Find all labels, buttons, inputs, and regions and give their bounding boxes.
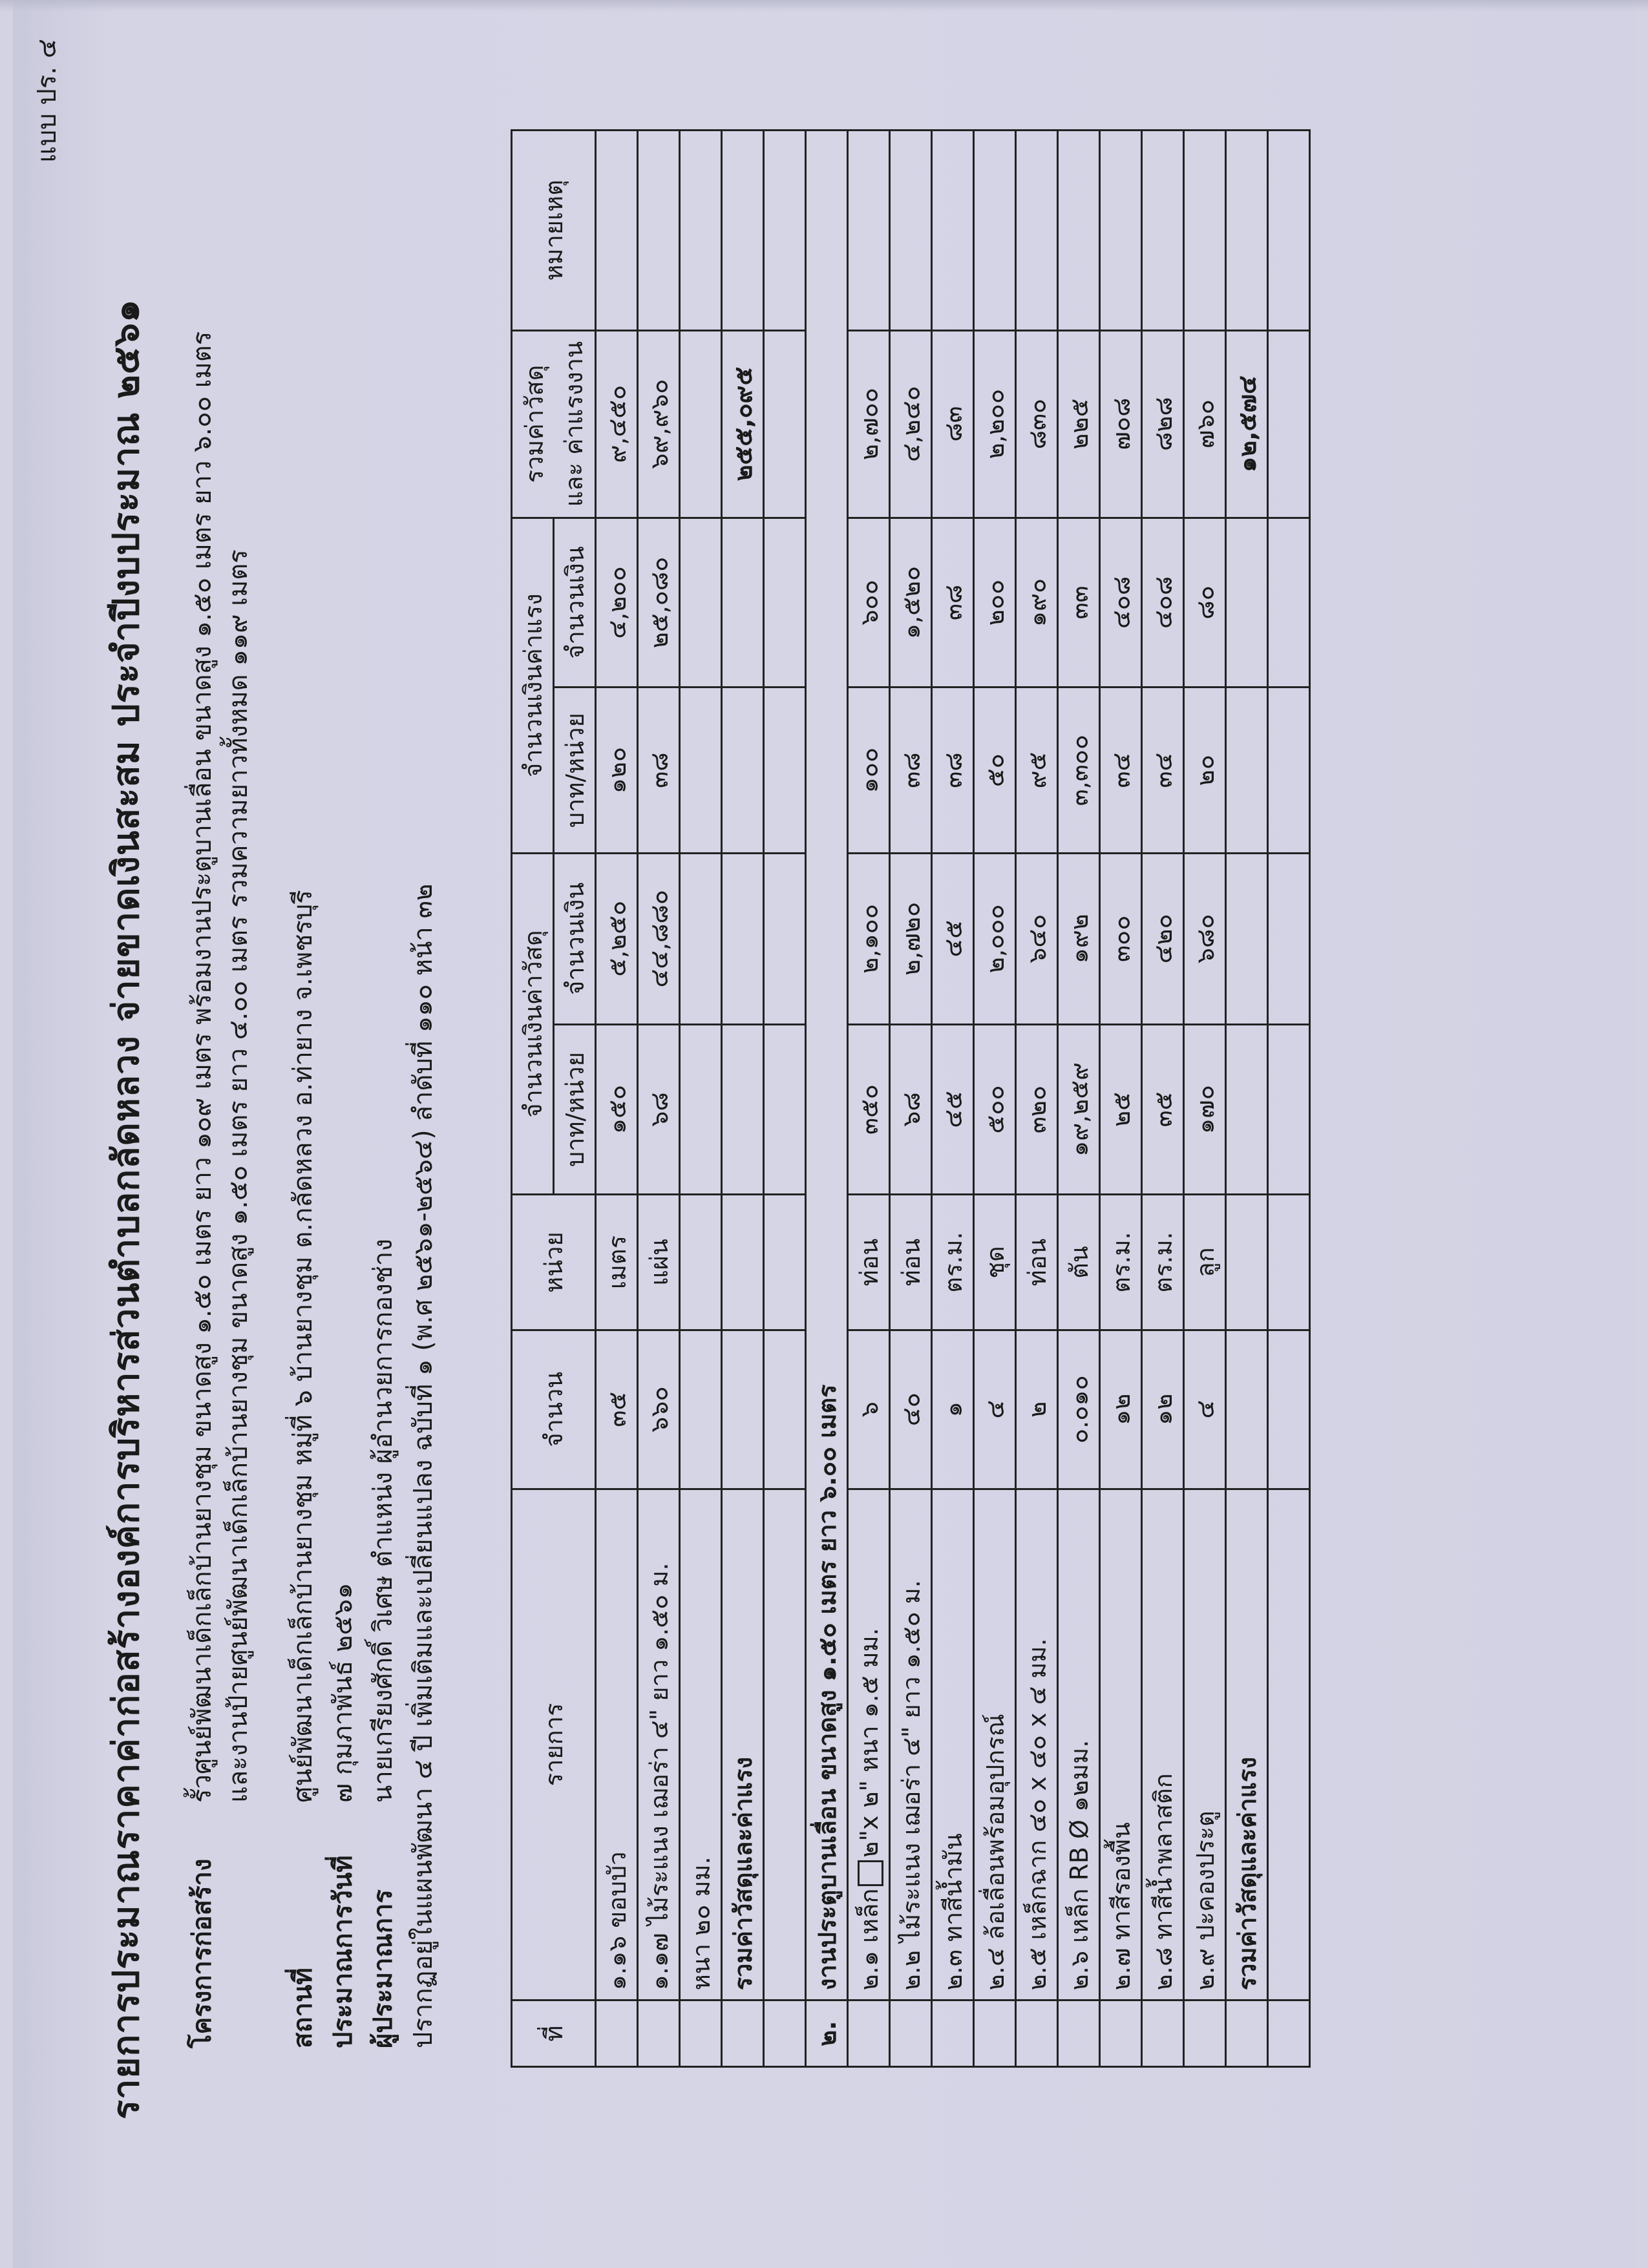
row-remark bbox=[764, 131, 806, 331]
row-material-unit-price: ๓๕ bbox=[1142, 1024, 1184, 1195]
row-total: ๑๒,๕๗๔ bbox=[1226, 330, 1268, 518]
row-unit: ท่อน bbox=[848, 1195, 890, 1330]
row-item: ๒.๓ ทาสีน้ำมัน bbox=[932, 1489, 974, 2000]
row-item: รวมค่าวัสดุและค่าแรง bbox=[1226, 1489, 1268, 2000]
row-no bbox=[848, 2000, 890, 2067]
row-item bbox=[764, 1489, 806, 2000]
row-material-amount: ๕,๒๕๐ bbox=[596, 853, 638, 1024]
row-labor-unit-price: ๓๘ bbox=[932, 688, 974, 853]
header-material-unit-price: บาท/หน่วย bbox=[554, 1024, 596, 1195]
row-total: ๔,๒๔๐ bbox=[890, 330, 932, 518]
row-material-unit-price bbox=[680, 1024, 722, 1195]
location-value: ศูนย์พัฒนาเด็กเล็กบ้านยางชุม หมู่ที่ ๖ บ้านยางชุม ต.กลัดหลวง อ.ท่ายาง จ.เพชรบุรี bbox=[288, 890, 318, 1803]
table-row bbox=[1016, 131, 1058, 2067]
row-no bbox=[1184, 2000, 1226, 2067]
row-remark bbox=[1016, 131, 1058, 331]
row-material-amount: ๒,๐๐๐ bbox=[974, 853, 1016, 1024]
row-labor-amount: ๑๙๐ bbox=[1016, 518, 1058, 688]
row-item: ๒.๒ ไม้ระแนง เฌอร่า ๔" ยาว ๑.๕๐ ม. bbox=[890, 1489, 932, 2000]
row-remark bbox=[1142, 131, 1184, 331]
row-material-amount: ๓๐๐ bbox=[1100, 853, 1142, 1024]
row-total: ๒,๒๐๐ bbox=[974, 330, 1016, 518]
row-material-unit-price: ๑๙,๒๕๙ bbox=[1058, 1024, 1100, 1195]
row-no bbox=[890, 2000, 932, 2067]
row-item: รวมค่าวัสดุและค่าแรง bbox=[722, 1489, 764, 2000]
row-qty bbox=[1268, 1330, 1310, 1489]
row-qty: ๔๐ bbox=[890, 1330, 932, 1489]
row-total: ๒๒๕ bbox=[1058, 330, 1100, 518]
row-total: ๘๓๐ bbox=[1016, 330, 1058, 518]
row-total: ๒,๗๐๐ bbox=[848, 330, 890, 518]
row-remark bbox=[848, 131, 890, 331]
row-material-amount bbox=[1226, 853, 1268, 1024]
row-material-amount: ๔๔,๘๘๐ bbox=[638, 853, 680, 1024]
row-material-amount: ๒,๗๒๐ bbox=[890, 853, 932, 1024]
row-material-unit-price: ๔๕ bbox=[932, 1024, 974, 1195]
row-labor-amount: ๓๘ bbox=[932, 518, 974, 688]
row-qty: ๔ bbox=[974, 1330, 1016, 1489]
row-material-unit-price: ๖๘ bbox=[890, 1024, 932, 1195]
row-qty: ๑๒ bbox=[1142, 1330, 1184, 1489]
row-material-amount: ๖๘๐ bbox=[1184, 853, 1226, 1024]
table-row bbox=[638, 131, 680, 2067]
row-unit: ลูก bbox=[1184, 1195, 1226, 1330]
row-remark bbox=[722, 131, 764, 331]
row-labor-amount bbox=[680, 518, 722, 688]
row-labor-amount: ๔๐๘ bbox=[1100, 518, 1142, 688]
row-material-unit-price bbox=[722, 1024, 764, 1195]
row-qty: ๑๒ bbox=[1100, 1330, 1142, 1489]
row-labor-unit-price: ๓๔ bbox=[1142, 688, 1184, 853]
row-item: ๒.๙ ปะคองประตู bbox=[1184, 1489, 1226, 2000]
header-labor-amount: จำนวนเงิน bbox=[554, 518, 596, 688]
project-label: โครงการก่อสร้าง bbox=[187, 1858, 217, 2048]
header-labor-unit-price: บาท/หน่วย bbox=[554, 688, 596, 853]
row-material-unit-price bbox=[764, 1024, 806, 1195]
row-qty bbox=[722, 1330, 764, 1489]
header-no: ที่ bbox=[512, 2000, 596, 2067]
row-material-unit-price: ๑๕๐ bbox=[596, 1024, 638, 1195]
row-item: ๑.๑๗ ไม้ระแนง เฌอร่า ๔" ยาว ๑.๕๐ ม. bbox=[638, 1489, 680, 2000]
row-remark bbox=[890, 131, 932, 331]
row-remark bbox=[596, 131, 638, 331]
row-unit: ท่อน bbox=[890, 1195, 932, 1330]
location-label: สถานที่ bbox=[288, 1968, 318, 2048]
table-row bbox=[680, 131, 722, 2067]
row-labor-unit-price: ๓๔ bbox=[1100, 688, 1142, 853]
row-unit: ตร.ม. bbox=[932, 1195, 974, 1330]
row-material-amount: ๒,๑๐๐ bbox=[848, 853, 890, 1024]
row-total: ๒๕๕,๐๙๕ bbox=[722, 330, 764, 518]
row-labor-unit-price: ๓๘ bbox=[638, 688, 680, 853]
row-qty: ๓๕ bbox=[596, 1330, 638, 1489]
row-material-unit-price bbox=[1226, 1024, 1268, 1195]
row-material-unit-price: ๓๕๐ bbox=[848, 1024, 890, 1195]
row-remark bbox=[638, 131, 680, 331]
row-item-text: ๒.๑ เหล็ก bbox=[854, 1888, 883, 1991]
boq-table bbox=[511, 129, 1311, 2068]
header-remark: หมายเหตุ bbox=[512, 131, 596, 331]
table-row bbox=[1100, 131, 1142, 2067]
row-unit: แผ่น bbox=[638, 1195, 680, 1330]
row-qty: ๖๖๐ bbox=[638, 1330, 680, 1489]
row-labor-unit-price bbox=[1226, 688, 1268, 853]
row-labor-amount bbox=[764, 518, 806, 688]
row-total bbox=[680, 330, 722, 518]
row-unit: ชุด bbox=[974, 1195, 1016, 1330]
row-material-unit-price bbox=[1268, 1024, 1310, 1195]
header-unit: หน่วย bbox=[512, 1195, 596, 1330]
boq-table-body bbox=[596, 131, 1310, 2067]
row-qty: ๖ bbox=[848, 1330, 890, 1489]
row-qty bbox=[680, 1330, 722, 1489]
row-material-amount bbox=[680, 853, 722, 1024]
row-remark bbox=[680, 131, 722, 331]
row-remark bbox=[1268, 131, 1310, 331]
page-title: รายการประมาณราคาค่าก่อสร้างองค์การบริหารส่วนตำบลกลัดหลวง จ่ายขาดเงินสะสม ประจำปีงบประมาณ ๒๕๖๑ bbox=[105, 299, 147, 2119]
row-labor-unit-price: ๑๐๐ bbox=[848, 688, 890, 853]
project-line1: รั้วศูนย์พัฒนาเด็กเล็กบ้านยางชุม ขนาดสูง ๑.๕๐ เมตร ยาว ๑๐๙ เมตร พร้อมงานประตูบานเลื่อน ขนาดสูง ๑.๕๐ เมตร ยาว ๖.๐๐ เมตร bbox=[187, 331, 217, 1803]
row-labor-unit-price bbox=[1268, 688, 1310, 853]
row-labor-unit-price bbox=[764, 688, 806, 853]
row-item bbox=[848, 1489, 890, 2000]
row-labor-amount: ๘๐ bbox=[1184, 518, 1226, 688]
row-labor-amount: ๔,๒๐๐ bbox=[596, 518, 638, 688]
estimator-label: ผู้ประมาณการ bbox=[368, 1889, 398, 2048]
row-labor-amount: ๖๐๐ bbox=[848, 518, 890, 688]
row-qty: ๔ bbox=[1184, 1330, 1226, 1489]
row-unit: ตัน bbox=[1058, 1195, 1100, 1330]
row-material-unit-price: ๒๕ bbox=[1100, 1024, 1142, 1195]
row-item bbox=[1268, 1489, 1310, 2000]
row-remark bbox=[1184, 131, 1226, 331]
row-material-amount: ๔๒๐ bbox=[1142, 853, 1184, 1024]
row-unit bbox=[1226, 1195, 1268, 1330]
table-row bbox=[1268, 131, 1310, 2067]
row-labor-amount: ๓๓ bbox=[1058, 518, 1100, 688]
row-item: ๒.๖ เหล็ก RB Ø ๑๒มม. bbox=[1058, 1489, 1100, 2000]
row-unit bbox=[1268, 1195, 1310, 1330]
row-labor-unit-price: ๒๐ bbox=[1184, 688, 1226, 853]
row-qty: ๒ bbox=[1016, 1330, 1058, 1489]
row-remark bbox=[1226, 131, 1268, 331]
row-no bbox=[1100, 2000, 1142, 2067]
row-no bbox=[932, 2000, 974, 2067]
row-total bbox=[764, 330, 806, 518]
row-no bbox=[680, 2000, 722, 2067]
row-total: ๘๒๘ bbox=[1142, 330, 1184, 518]
row-unit: ตร.ม. bbox=[1100, 1195, 1142, 1330]
row-no bbox=[764, 2000, 806, 2067]
date-label: ประมาณการวันที่ bbox=[328, 1855, 358, 2048]
row-qty bbox=[1226, 1330, 1268, 1489]
estimator-value: นายเกรียงศักดิ์ วิเศษ ตำแหน่ง ผู้อำนวยการกองช่าง bbox=[368, 1239, 398, 1803]
row-unit: ท่อน bbox=[1016, 1195, 1058, 1330]
row-remark bbox=[1100, 131, 1142, 331]
row-item: ๒.๗ ทาสีรองพื้น bbox=[1100, 1489, 1142, 2000]
row-item: หนา ๒๐ มม. bbox=[680, 1489, 722, 2000]
row-labor-amount: ๒๐๐ bbox=[974, 518, 1016, 688]
square-section-icon bbox=[858, 1860, 883, 1886]
row-labor-amount: ๑,๕๒๐ bbox=[890, 518, 932, 688]
row-labor-unit-price: ๓,๓๐๐ bbox=[1058, 688, 1100, 853]
row-no: ๒. bbox=[806, 2000, 848, 2067]
row-remark bbox=[1058, 131, 1100, 331]
table-row bbox=[722, 131, 764, 2067]
table-row bbox=[932, 131, 974, 2067]
row-total bbox=[1268, 330, 1310, 518]
section-heading: งานประตูบานเลื่อน ขนาดสูง ๑.๕๐ เมตร ยาว ๖.๐๐ เมตร bbox=[806, 131, 848, 2000]
row-no bbox=[974, 2000, 1016, 2067]
row-material-amount bbox=[722, 853, 764, 1024]
header-material-group: จำนวนเงินค่าวัสดุ bbox=[512, 853, 554, 1194]
row-qty: ๐.๐๑๐ bbox=[1058, 1330, 1100, 1489]
row-no bbox=[722, 2000, 764, 2067]
project-line2: และงานป้ายศูนย์พัฒนาเด็กเล็กบ้านยางชุม ขนาดสูง ๑.๕๐ เมตร ยาว ๔.๐๐ เมตร รวมความยาวทั้งหมด ๑๑๙ เมตร bbox=[224, 549, 253, 1803]
row-item: ๑.๑๖ ขอบบัว bbox=[596, 1489, 638, 2000]
row-material-amount: ๖๔๐ bbox=[1016, 853, 1058, 1024]
row-labor-amount bbox=[722, 518, 764, 688]
table-row bbox=[974, 131, 1016, 2067]
row-material-amount bbox=[1268, 853, 1310, 1024]
row-no bbox=[1016, 2000, 1058, 2067]
row-material-unit-price: ๓๒๐ bbox=[1016, 1024, 1058, 1195]
row-labor-unit-price bbox=[680, 688, 722, 853]
row-item: ๒.๘ ทาสีน้ำพลาสติก bbox=[1142, 1489, 1184, 2000]
row-labor-amount: ๒๕,๐๘๐ bbox=[638, 518, 680, 688]
row-labor-amount bbox=[1268, 518, 1310, 688]
header-total: รวมค่าวัสดุ และ ค่าแรงงาน bbox=[512, 330, 596, 518]
row-labor-amount bbox=[1226, 518, 1268, 688]
row-unit bbox=[680, 1195, 722, 1330]
row-unit bbox=[722, 1195, 764, 1330]
row-no bbox=[638, 2000, 680, 2067]
row-material-amount bbox=[764, 853, 806, 1024]
header-qty: จำนวน bbox=[512, 1330, 596, 1489]
row-item: ๒.๔ ล้อเลื่อนพร้อมอุปกรณ์ bbox=[974, 1489, 1016, 2000]
row-total: ๖๙,๙๖๐ bbox=[638, 330, 680, 518]
row-no bbox=[1142, 2000, 1184, 2067]
row-no bbox=[1226, 2000, 1268, 2067]
table-row bbox=[764, 131, 806, 2067]
row-total: ๙,๔๕๐ bbox=[596, 330, 638, 518]
table-row bbox=[890, 131, 932, 2067]
table-row bbox=[596, 131, 638, 2067]
table-row bbox=[806, 131, 848, 2067]
date-value: ๗ กุมภาพันธ์ ๒๕๖๑ bbox=[328, 1582, 358, 1803]
form-id: แบบ ปร. ๔ bbox=[32, 39, 62, 163]
table-row bbox=[848, 131, 890, 2067]
row-material-amount: ๔๕ bbox=[932, 853, 974, 1024]
row-item-size: ๒"x ๒" หนา ๑.๕ มม. bbox=[854, 1628, 883, 1858]
row-material-unit-price: ๑๗๐ bbox=[1184, 1024, 1226, 1195]
row-total: ๗๐๘ bbox=[1100, 330, 1142, 518]
row-remark bbox=[974, 131, 1016, 331]
row-qty: ๑ bbox=[932, 1330, 974, 1489]
table-row bbox=[1142, 131, 1184, 2067]
row-unit: ตร.ม. bbox=[1142, 1195, 1184, 1330]
row-material-unit-price: ๖๘ bbox=[638, 1024, 680, 1195]
row-item: ๒.๕ เหล็กฉาก ๔๐ x ๔๐ x ๔ มม. bbox=[1016, 1489, 1058, 2000]
row-remark bbox=[932, 131, 974, 331]
row-total: ๘๓ bbox=[932, 330, 974, 518]
row-material-unit-price: ๕๐๐ bbox=[974, 1024, 1016, 1195]
row-labor-amount: ๔๐๘ bbox=[1142, 518, 1184, 688]
row-labor-unit-price: ๕๐ bbox=[974, 688, 1016, 853]
row-unit bbox=[764, 1195, 806, 1330]
table-row bbox=[1058, 131, 1100, 2067]
row-labor-unit-price: ๓๘ bbox=[890, 688, 932, 853]
row-no bbox=[1058, 2000, 1100, 2067]
row-total: ๗๖๐ bbox=[1184, 330, 1226, 518]
header-material-amount: จำนวนเงิน bbox=[554, 853, 596, 1024]
row-labor-unit-price: ๙๕ bbox=[1016, 688, 1058, 853]
table-row bbox=[1184, 131, 1226, 2067]
row-qty bbox=[764, 1330, 806, 1489]
row-labor-unit-price bbox=[722, 688, 764, 853]
plan-ref: ปรากฏอยู่ในแผนพัฒนา ๔ ปี เพิ่มเติมและเปลี่ยนแปลง ฉบับที่ ๑ (พ.ศ ๒๕๖๑-๒๕๖๔) ลำดับที่ ๑๑๐ หน้า ๓๒ bbox=[408, 883, 438, 2048]
table-row bbox=[1226, 131, 1268, 2067]
row-labor-unit-price: ๑๒๐ bbox=[596, 688, 638, 853]
row-unit: เมตร bbox=[596, 1195, 638, 1330]
header-item: รายการ bbox=[512, 1489, 596, 2000]
row-no bbox=[1268, 2000, 1310, 2067]
row-material-amount: ๑๙๒ bbox=[1058, 853, 1100, 1024]
header-labor-group: จำนวนเงินค่าแรง bbox=[512, 518, 554, 853]
row-no bbox=[596, 2000, 638, 2067]
